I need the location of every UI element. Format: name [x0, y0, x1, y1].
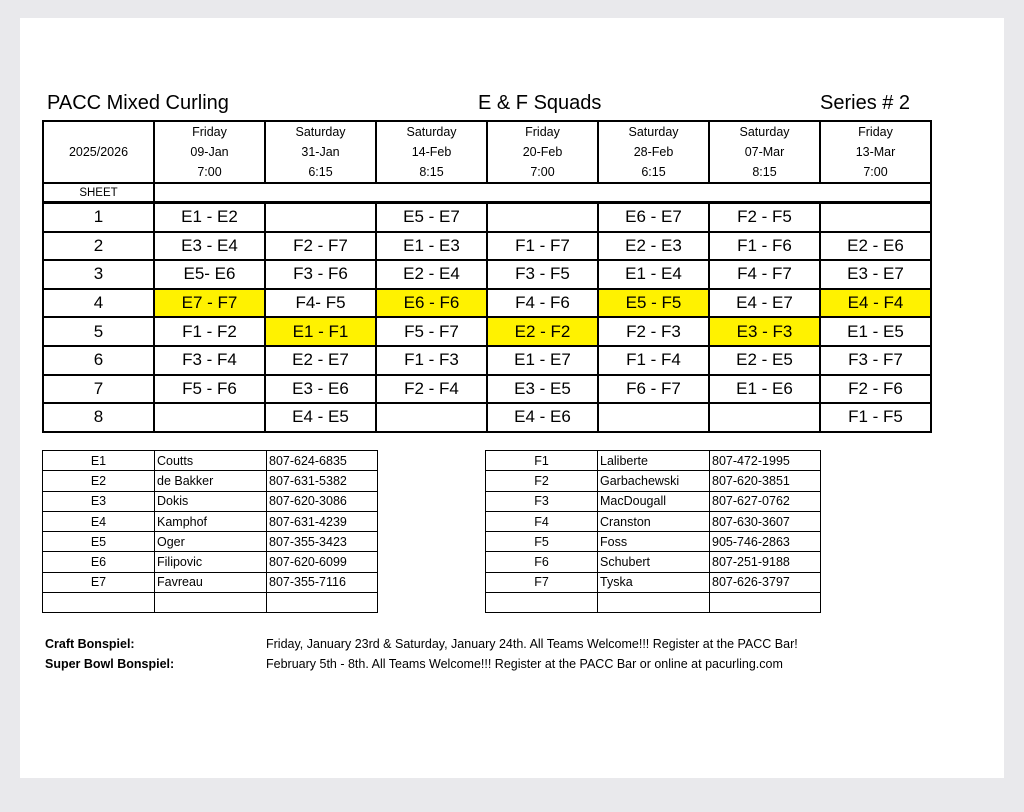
- game-cell-highlighted: E5 - F5: [598, 289, 709, 318]
- team-code: F2: [486, 471, 598, 491]
- roster-row: [43, 511, 378, 531]
- team-code: F1: [486, 451, 598, 471]
- roster-row: [486, 471, 821, 491]
- roster-e-table: [42, 450, 378, 613]
- game-cell: F5 - F7: [376, 317, 487, 346]
- date-header: [598, 121, 709, 183]
- game-cell: F6 - F7: [598, 375, 709, 404]
- game-cell: [820, 203, 931, 232]
- roster-row: [43, 451, 378, 471]
- game-cell: [376, 403, 487, 432]
- game-cell: E1 - E3: [376, 232, 487, 261]
- roster-row: [486, 532, 821, 552]
- date-date: 13-Mar: [855, 145, 896, 159]
- roster-row: [486, 552, 821, 572]
- game-cell-highlighted: E6 - F6: [376, 289, 487, 318]
- game-cell: F2 - F6: [820, 375, 931, 404]
- squads-title: E & F Squads: [478, 92, 602, 114]
- game-cell: F3 - F7: [820, 346, 931, 375]
- phone-number: 807-620-3851: [710, 471, 821, 491]
- game-cell: F4 - F6: [487, 289, 598, 318]
- date-day: Saturday: [406, 125, 457, 139]
- game-cell: F1 - F2: [154, 317, 265, 346]
- roster-row: [43, 593, 378, 613]
- game-cell: F1 - F7: [487, 232, 598, 261]
- game-cell: E1 - E6: [709, 375, 820, 404]
- game-cell: [709, 403, 820, 432]
- phone-number: 807-472-1995: [710, 451, 821, 471]
- schedule-table: [42, 120, 932, 433]
- page-title: PACC Mixed Curling: [47, 92, 229, 114]
- phone-number: 807-626-3797: [710, 572, 821, 592]
- schedule-header-row: [43, 121, 931, 183]
- date-date: 14-Feb: [411, 145, 452, 159]
- sheet-number: 3: [43, 260, 154, 289]
- date-header: [820, 121, 931, 183]
- game-cell: F2 - F3: [598, 317, 709, 346]
- team-code: E3: [43, 491, 155, 511]
- sheet-number: 5: [43, 317, 154, 346]
- game-cell: E1 - E2: [154, 203, 265, 232]
- team-code: E1: [43, 451, 155, 471]
- date-time: 8:15: [752, 165, 777, 179]
- date-date: 07-Mar: [744, 145, 785, 159]
- sheet-row: [43, 346, 931, 375]
- date-day: Friday: [192, 125, 227, 139]
- roster-row: [43, 552, 378, 572]
- date-date: 09-Jan: [190, 145, 229, 159]
- skip-name: Oger: [155, 532, 267, 552]
- note-label: Craft Bonspiel:: [45, 637, 135, 651]
- skip-name: Kamphof: [155, 511, 267, 531]
- sheet-row: [43, 317, 931, 346]
- game-cell: F1 - F6: [709, 232, 820, 261]
- phone-number: 807-355-3423: [267, 532, 378, 552]
- phone-number: 807-631-4239: [267, 511, 378, 531]
- date-date: 31-Jan: [301, 145, 340, 159]
- date-time: 7:00: [530, 165, 555, 179]
- date-header: [709, 121, 820, 183]
- team-code: F6: [486, 552, 598, 572]
- note-label: Super Bowl Bonspiel:: [45, 657, 175, 671]
- roster-row: [486, 491, 821, 511]
- skip-name: Dokis: [155, 491, 267, 511]
- date-time: 7:00: [863, 165, 888, 179]
- phone-number: 807-355-7116: [267, 572, 378, 592]
- date-day: Saturday: [295, 125, 346, 139]
- phone-number: 807-620-6099: [267, 552, 378, 572]
- note-text: February 5th - 8th. All Teams Welcome!!! Register at the PACC Bar or online at pacurling.com: [266, 657, 783, 671]
- sheet-number: 7: [43, 375, 154, 404]
- season-label: 2025/2026: [43, 121, 154, 183]
- note-text: Friday, January 23rd & Saturday, January 24th. All Teams Welcome!!! Register at the PACC Bar!: [266, 637, 798, 651]
- skip-name: Laliberte: [598, 451, 710, 471]
- team-code: [43, 593, 155, 613]
- skip-name: Foss: [598, 532, 710, 552]
- game-cell: F5 - F6: [154, 375, 265, 404]
- game-cell: [265, 203, 376, 232]
- date-header: [487, 121, 598, 183]
- game-cell: E4 - E5: [265, 403, 376, 432]
- team-code: E7: [43, 572, 155, 592]
- sheet-label-row: [43, 183, 931, 203]
- game-cell: E5- E6: [154, 260, 265, 289]
- game-cell: F2 - F5: [709, 203, 820, 232]
- game-cell: E2 - E6: [820, 232, 931, 261]
- game-cell: F4- F5: [265, 289, 376, 318]
- phone-number: 807-627-0762: [710, 491, 821, 511]
- sheet-row: [43, 232, 931, 261]
- game-cell: F2 - F4: [376, 375, 487, 404]
- roster-row: [486, 451, 821, 471]
- game-cell: F1 - F4: [598, 346, 709, 375]
- date-header: [154, 121, 265, 183]
- date-header: [265, 121, 376, 183]
- skip-name: de Bakker: [155, 471, 267, 491]
- game-cell: E3 - E5: [487, 375, 598, 404]
- phone-number: 807-620-3086: [267, 491, 378, 511]
- sheet-label: SHEET: [43, 183, 154, 203]
- game-cell: F1 - F5: [820, 403, 931, 432]
- date-date: 28-Feb: [633, 145, 674, 159]
- game-cell: E2 - E3: [598, 232, 709, 261]
- document-page: [20, 18, 1004, 778]
- game-cell: E2 - E5: [709, 346, 820, 375]
- roster-row: [43, 532, 378, 552]
- team-code: [486, 593, 598, 613]
- game-cell: E3 - E4: [154, 232, 265, 261]
- phone-number: 807-251-9188: [710, 552, 821, 572]
- date-time: 7:00: [197, 165, 222, 179]
- game-cell: E2 - E7: [265, 346, 376, 375]
- game-cell: [598, 403, 709, 432]
- game-cell: E3 - E7: [820, 260, 931, 289]
- game-cell: [487, 203, 598, 232]
- phone-number: 807-630-3607: [710, 511, 821, 531]
- game-cell: E6 - E7: [598, 203, 709, 232]
- game-cell-highlighted: E4 - F4: [820, 289, 931, 318]
- skip-name: [598, 593, 710, 613]
- game-cell: F1 - F3: [376, 346, 487, 375]
- roster-row: [43, 572, 378, 592]
- game-cell-highlighted: E3 - F3: [709, 317, 820, 346]
- game-cell: E4 - E6: [487, 403, 598, 432]
- date-day: Saturday: [739, 125, 790, 139]
- game-cell-highlighted: E7 - F7: [154, 289, 265, 318]
- skip-name: Coutts: [155, 451, 267, 471]
- skip-name: Cranston: [598, 511, 710, 531]
- sheet-number: 1: [43, 203, 154, 232]
- game-cell: E1 - E7: [487, 346, 598, 375]
- phone-number: 807-631-5382: [267, 471, 378, 491]
- game-cell: F3 - F6: [265, 260, 376, 289]
- game-cell: F3 - F4: [154, 346, 265, 375]
- roster-row: [43, 491, 378, 511]
- roster-row: [486, 593, 821, 613]
- sheet-row: [43, 289, 931, 318]
- phone-number: [267, 593, 378, 613]
- game-cell-highlighted: E1 - F1: [265, 317, 376, 346]
- team-code: F7: [486, 572, 598, 592]
- skip-name: Tyska: [598, 572, 710, 592]
- game-cell: E5 - E7: [376, 203, 487, 232]
- sheet-number: 6: [43, 346, 154, 375]
- skip-name: Favreau: [155, 572, 267, 592]
- roster-row: [43, 471, 378, 491]
- team-code: E6: [43, 552, 155, 572]
- series-title: Series # 2: [820, 92, 911, 114]
- sheet-label-filler: [154, 183, 931, 203]
- date-time: 6:15: [308, 165, 333, 179]
- game-cell: E3 - E6: [265, 375, 376, 404]
- phone-number: 807-624-6835: [267, 451, 378, 471]
- date-day: Saturday: [628, 125, 679, 139]
- roster-row: [486, 511, 821, 531]
- game-cell: [154, 403, 265, 432]
- skip-name: Filipovic: [155, 552, 267, 572]
- game-cell: E1 - E4: [598, 260, 709, 289]
- date-day: Friday: [858, 125, 893, 139]
- date-time: 8:15: [419, 165, 444, 179]
- date-day: Friday: [525, 125, 560, 139]
- team-code: E2: [43, 471, 155, 491]
- game-cell: E2 - E4: [376, 260, 487, 289]
- skip-name: Garbachewski: [598, 471, 710, 491]
- sheet-row: [43, 403, 931, 432]
- sheet-number: 4: [43, 289, 154, 318]
- phone-number: [710, 593, 821, 613]
- team-code: E5: [43, 532, 155, 552]
- game-cell: E4 - E7: [709, 289, 820, 318]
- sheet-row: [43, 260, 931, 289]
- game-cell: F2 - F7: [265, 232, 376, 261]
- team-code: F4: [486, 511, 598, 531]
- skip-name: MacDougall: [598, 491, 710, 511]
- roster-f-table: [485, 450, 821, 613]
- game-cell: E1 - E5: [820, 317, 931, 346]
- sheet-row: [43, 203, 931, 232]
- game-cell-highlighted: E2 - F2: [487, 317, 598, 346]
- team-code: F3: [486, 491, 598, 511]
- game-cell: F4 - F7: [709, 260, 820, 289]
- phone-number: 905-746-2863: [710, 532, 821, 552]
- sheet-number: 2: [43, 232, 154, 261]
- game-cell: F3 - F5: [487, 260, 598, 289]
- skip-name: Schubert: [598, 552, 710, 572]
- date-date: 20-Feb: [522, 145, 563, 159]
- skip-name: [155, 593, 267, 613]
- sheet-row: [43, 375, 931, 404]
- date-time: 6:15: [641, 165, 666, 179]
- date-header: [376, 121, 487, 183]
- team-code: E4: [43, 511, 155, 531]
- team-code: F5: [486, 532, 598, 552]
- roster-row: [486, 572, 821, 592]
- sheet-number: 8: [43, 403, 154, 432]
